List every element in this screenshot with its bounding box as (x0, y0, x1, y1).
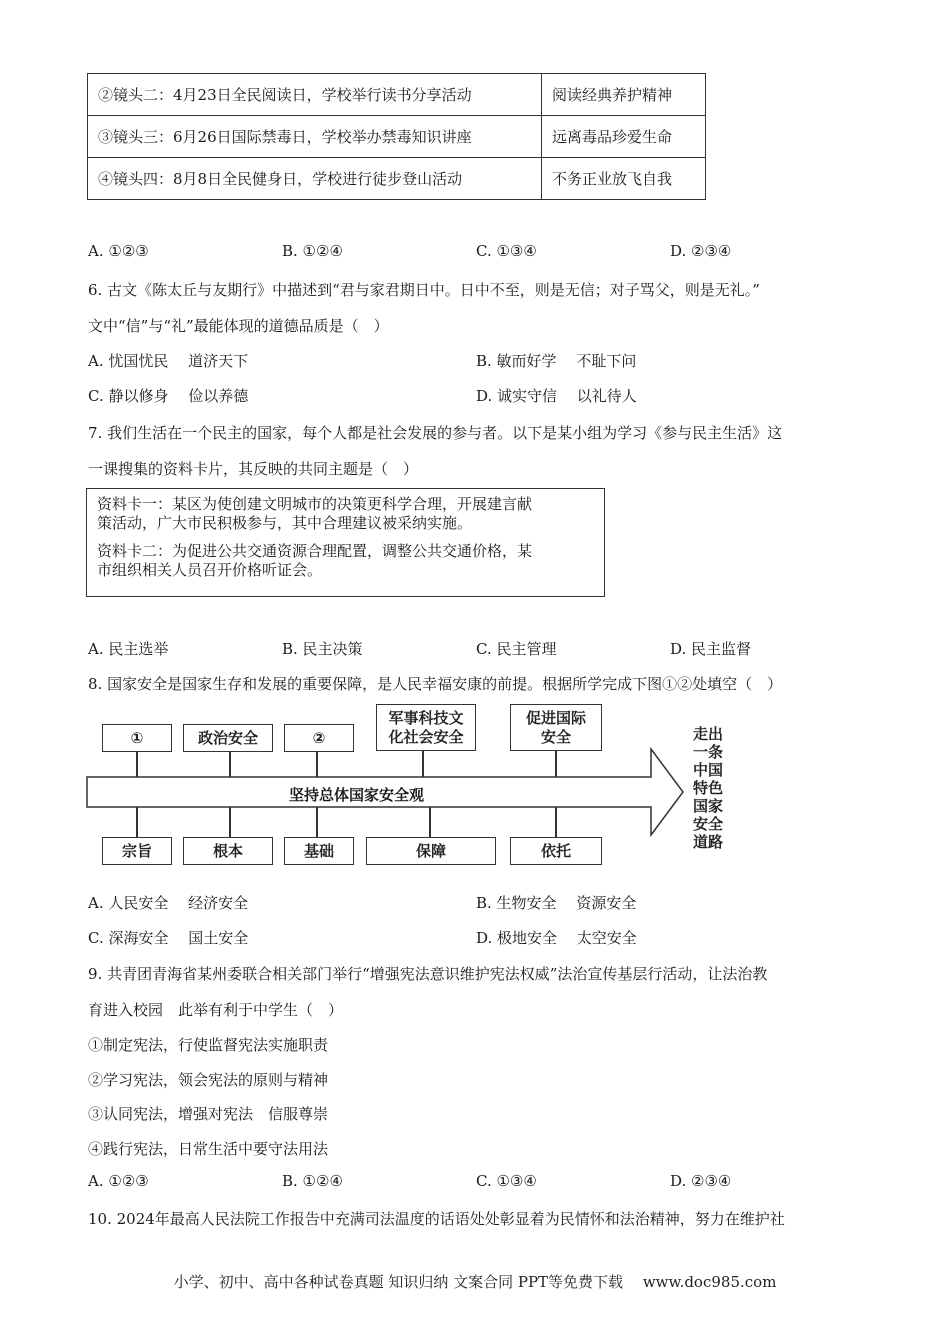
box-line: 安全 (540, 727, 571, 746)
option-b: B. 民主决策 (282, 640, 363, 658)
q10-stem-line1: 10. 2024年最高人民法院工作报告中充满司法温度的话语处处彰显着为民情怀和法治精神，努力在维护社 (88, 1210, 785, 1228)
connector-line (136, 807, 138, 837)
q9-item-3: ③认同宪法，增强对宪法 信服尊崇 (88, 1105, 329, 1123)
box-international-security (510, 704, 602, 751)
q8-option-b: B. 生物安全 资源安全 (476, 894, 637, 912)
box-blank-2: ② (284, 724, 354, 752)
connector-line (136, 751, 138, 777)
q6-option-c: C. 静以修身 俭以养德 (88, 387, 249, 405)
q7-stem-line1: 7. 我们生活在一个民主的国家，每个人都是社会发展的参与者。以下是某小组为学习《参与民主生活》这 (88, 424, 783, 442)
q8-option-d: D. 极地安全 太空安全 (476, 929, 637, 947)
option-c: C. ①③④ (476, 1172, 537, 1190)
card-line: 资料卡一：某区为使创建文明城市的决策更科学合理，开展建言献 (97, 495, 533, 513)
q6-option-a: A. 忧国忧民 道济天下 (88, 352, 249, 370)
q8-option-a: A. 人民安全 经济安全 (88, 894, 249, 912)
q9-item-2: ②学习宪法，领会宪法的原则与精神 (88, 1071, 329, 1089)
box-foundation-root: 根本 (183, 837, 273, 865)
box-reliance: 依托 (510, 837, 602, 865)
side-text-line: 特色 (692, 779, 723, 797)
option-a: A. ①②③ (88, 1172, 149, 1190)
q9-stem-line1: 9. 共青团青海省某州委联合相关部门举行“增强宪法意识维护宪法权威”法治宣传基层行活动，让法治教 (88, 965, 768, 983)
scene-table (87, 73, 706, 200)
q6-stem-line2: 文中“信”与“礼”最能体现的道德品质是（ ） (88, 317, 389, 335)
box-line: 促进国际 (525, 708, 586, 727)
card-line: 策活动，广大市民积极参与，其中合理建议被采纳实施。 (97, 514, 473, 532)
side-text-line: 安全 (692, 815, 723, 833)
box-basis: 基础 (284, 837, 354, 865)
option-c: C. 民主管理 (476, 640, 557, 658)
material-card (86, 488, 605, 597)
side-text (688, 725, 728, 851)
scene-cell: ③镜头三：6月26日国际禁毒日，学校举办禁毒知识讲座 (88, 116, 542, 158)
theme-cell: 远离毒品珍爱生命 (542, 116, 706, 158)
connector-line (422, 750, 424, 777)
table-row (88, 74, 706, 116)
q9-item-4: ④践行宪法，日常生活中要守法用法 (88, 1140, 329, 1158)
connector-line (555, 807, 557, 837)
q6-option-d: D. 诚实守信 以礼待人 (476, 387, 637, 405)
option-a: A. 民主选举 (88, 640, 169, 658)
connector-line (229, 751, 231, 777)
table-row (88, 116, 706, 158)
q7-options (88, 638, 868, 660)
table-row (88, 158, 706, 200)
box-line: 化社会安全 (388, 727, 464, 746)
side-text-line: 走出 (692, 725, 723, 743)
scene-cell: ④镜头四：8月8日全民健身日，学校进行徒步登山活动 (88, 158, 542, 200)
connector-line (316, 751, 318, 777)
option-c: C. ①③④ (476, 242, 537, 260)
option-d: D. ②③④ (670, 242, 732, 260)
option-d: D. ②③④ (670, 1172, 732, 1190)
q8-option-c: C. 深海安全 国土安全 (88, 929, 249, 947)
q6-stem-line1: 6. 古文《陈太丘与友期行》中描述到“君与家君期日中。日中不至，则是无信；对子骂父，则是无礼。” (88, 281, 760, 299)
box-military-tech-culture-social (376, 704, 476, 751)
box-blank-1: ① (102, 724, 172, 752)
box-line: 军事科技文 (388, 708, 464, 727)
page-footer: 小学、初中、高中各种试卷真题 知识归纳 文案合同 PPT等免费下载 www.doc985.com (173, 1273, 777, 1291)
side-text-line: 国家 (692, 797, 723, 815)
side-text-line: 一条 (692, 743, 723, 761)
q9-stem-line2: 育进入校园 此举有利于中学生（ ） (88, 1001, 344, 1019)
theme-cell: 阅读经典养护精神 (542, 74, 706, 116)
option-b: B. ①②④ (282, 1172, 343, 1190)
side-text-line: 中国 (692, 761, 723, 779)
connector-line (316, 807, 318, 837)
scene-cell: ②镜头二：4月23日全民阅读日，学校举行读书分享活动 (88, 74, 542, 116)
box-purpose: 宗旨 (102, 837, 172, 865)
side-text-line: 道路 (692, 833, 723, 851)
card-line: 市组织相关人员召开价格听证会。 (97, 561, 323, 579)
q5-options (88, 242, 868, 264)
connector-line (429, 807, 431, 837)
theme-cell: 不务正业放飞自我 (542, 158, 706, 200)
option-a: A. ①②③ (88, 242, 149, 260)
card-line: 资料卡二：为促进公共交通资源合理配置，调整公共交通价格，某 (97, 542, 533, 560)
security-diagram (86, 700, 746, 872)
q7-stem-line2: 一课搜集的资料卡片，其反映的共同主题是（ ） (88, 460, 419, 478)
connector-line (555, 751, 557, 777)
box-political-security: 政治安全 (183, 724, 273, 752)
connector-line (229, 807, 231, 837)
arrow-label: 坚持总体国家安全观 (289, 786, 425, 804)
q9-options (88, 1172, 868, 1194)
q6-option-b: B. 敏而好学 不耻下问 (476, 352, 637, 370)
q9-item-1: ①制定宪法，行使监督宪法实施职责 (88, 1036, 329, 1054)
option-b: B. ①②④ (282, 242, 343, 260)
q8-stem: 8. 国家安全是国家生存和发展的重要保障，是人民幸福安康的前提。根据所学完成下图①②处填空（ ） (88, 675, 783, 693)
box-guarantee: 保障 (366, 837, 496, 865)
option-d: D. 民主监督 (670, 640, 752, 658)
